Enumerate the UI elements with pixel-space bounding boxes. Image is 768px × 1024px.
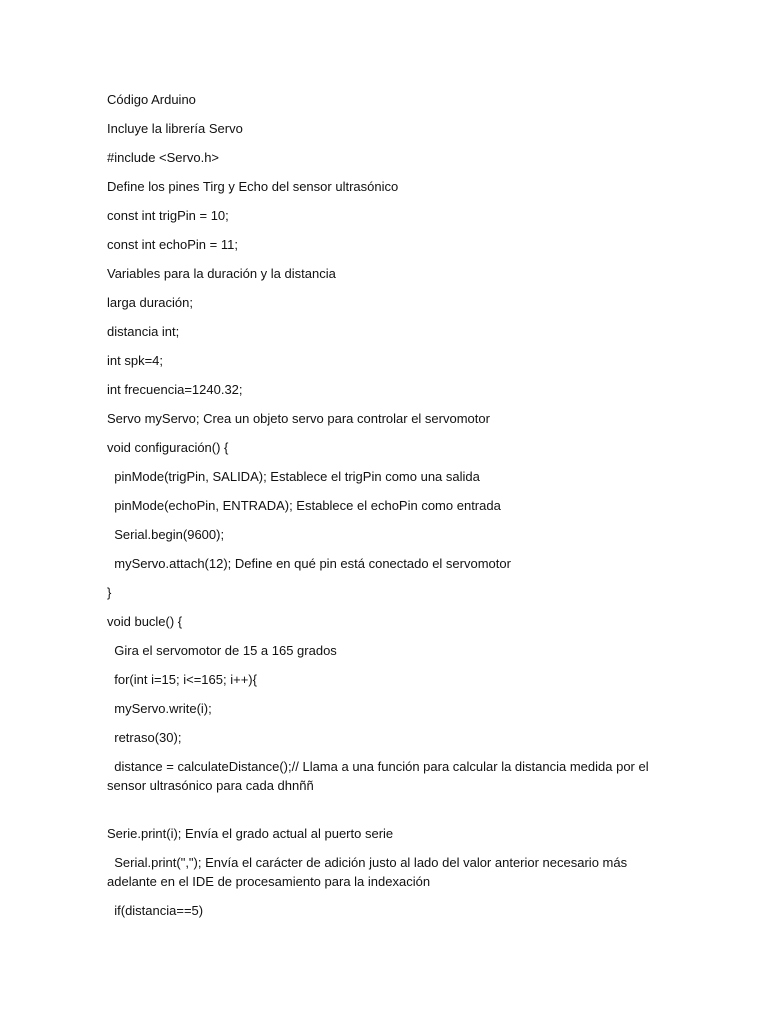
blank-line	[107, 805, 667, 824]
code-line: Servo myServo; Crea un objeto servo para controlar el servomotor	[107, 411, 490, 426]
code-line: pinMode(echoPin, ENTRADA); Establece el echoPin como entrada	[107, 498, 501, 513]
code-line: }	[107, 585, 112, 600]
code-line: retraso(30);	[107, 730, 182, 745]
code-line: #include <Servo.h>	[107, 150, 220, 165]
code-line: void configuración() {	[107, 440, 229, 455]
code-line: for(int i=15; i<=165; i++){	[107, 672, 257, 687]
text-line: Define los pines Tirg y Echo del sensor ultrasónico	[107, 179, 399, 194]
document-heading: Código Arduino	[107, 92, 196, 107]
code-line: myServo.write(i);	[107, 701, 212, 716]
code-line: distance = calculateDistance();// Llama a una función para calcular la distancia medida por el sensor ultrasónico para cada dhnññ	[107, 759, 653, 793]
code-line: Serie.print(i); Envía el grado actual al puerto serie	[107, 826, 394, 841]
code-line: distancia int;	[107, 324, 180, 339]
code-line: int spk=4;	[107, 353, 164, 368]
code-line: const int trigPin = 10;	[107, 208, 229, 223]
code-line: Serial.begin(9600);	[107, 527, 225, 542]
document-body	[107, 90, 667, 930]
code-line: if(distancia==5)	[107, 903, 204, 918]
code-line: int frecuencia=1240.32;	[107, 382, 243, 397]
text-line: Variables para la duración y la distancia	[107, 266, 336, 281]
code-line: myServo.attach(12); Define en qué pin está conectado el servomotor	[107, 556, 511, 571]
code-line: larga duración;	[107, 295, 193, 310]
code-line: Gira el servomotor de 15 a 165 grados	[107, 643, 337, 658]
text-line: Incluye la librería Servo	[107, 121, 243, 136]
code-line: Serial.print(","); Envía el carácter de adición justo al lado del valor anterior necesario más adelante en el IDE de procesamiento para la indexación	[107, 855, 631, 889]
code-line: pinMode(trigPin, SALIDA); Establece el trigPin como una salida	[107, 469, 480, 484]
code-line: void bucle() {	[107, 614, 183, 629]
code-line: const int echoPin = 11;	[107, 237, 238, 252]
